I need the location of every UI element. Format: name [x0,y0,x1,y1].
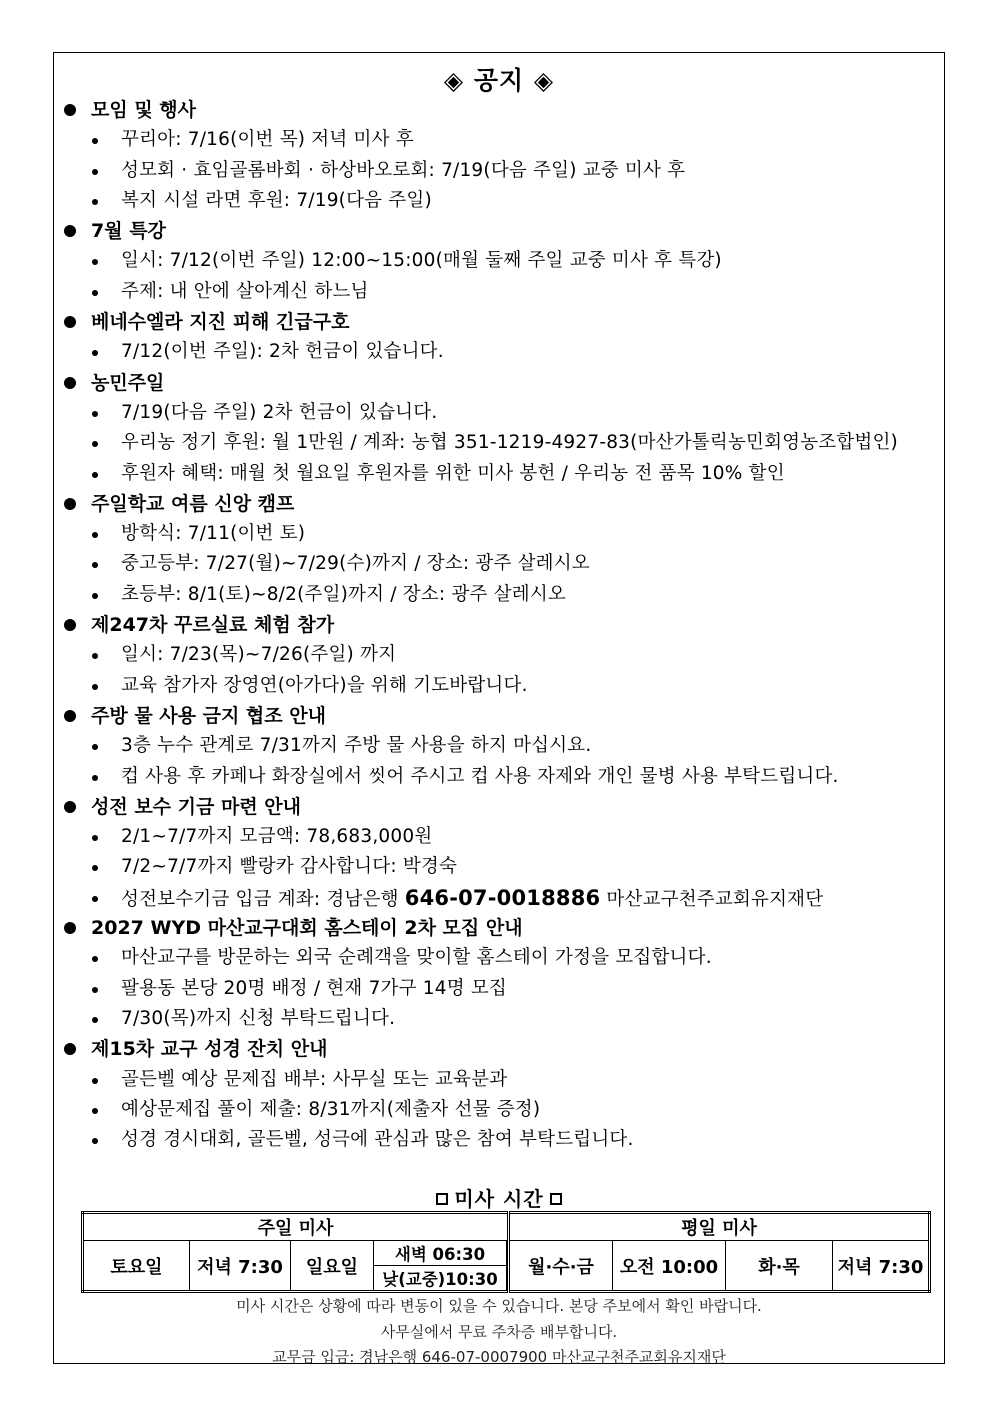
bullet-icon [92,350,98,356]
list-item-text: 꾸리아: 7/16(이번 목) 저녁 미사 후 [121,129,414,151]
list-item [64,428,939,458]
section-heading [64,792,939,822]
tue-thu-label: 화·목 [726,1241,833,1292]
list-item [64,186,939,216]
list-item [64,1125,939,1155]
bullet-icon [92,290,98,296]
sunday-time-noon: 낮(교중)10:30 [374,1266,507,1292]
list-item [64,398,939,428]
notice-section [64,1034,939,1155]
sunday-mass-header: 주일 미사 [83,1213,509,1241]
notice-section [64,610,939,701]
bullet-icon [92,1078,98,1084]
section-heading [64,95,939,125]
list-item [64,852,939,882]
bullet-icon [92,1138,98,1144]
bullet-icon [92,744,98,750]
notice-list [64,95,939,1155]
bullet-icon [92,1108,98,1114]
section-heading [64,1034,939,1064]
list-item-text: 성경 경시대회, 골든벨, 성극에 관심과 많은 참여 부탁드립니다. [121,1129,634,1151]
section-heading-text: 모임 및 행사 [91,99,196,121]
list-item [64,246,939,276]
list-item-text: 컵 사용 후 카페나 화장실에서 씻어 주시고 컵 사용 자제와 개인 물병 사용 부탁드립니다. [121,765,839,787]
filled-circle-bullet-icon [64,225,76,237]
list-item-text: 방학식: 7/11(이번 토) [121,523,306,545]
bullet-icon [92,199,98,205]
bullet-icon [92,684,98,690]
list-item-text: 7/12(이번 주일): 2차 헌금이 있습니다. [121,341,444,363]
list-item-text: 3층 누수 관계로 7/31까지 주방 물 사용을 하지 마십시요. [121,735,592,757]
list-item-text: 주제: 내 안에 살아계신 하느님 [121,280,369,302]
notice-section [64,95,939,216]
list-item [64,1095,939,1125]
list-item [64,580,939,610]
bullet-icon [92,138,98,144]
section-heading-text: 베네수엘라 지진 피해 긴급구호 [91,311,350,334]
section-heading-text: 농민주일 [91,371,165,394]
section-heading-text: 주방 물 사용 금지 협조 안내 [91,704,326,727]
list-item-text: 골든벨 예상 문제집 배부: 사무실 또는 교육분과 [121,1068,508,1090]
bullet-icon [92,835,98,841]
bullet-icon [92,532,98,538]
filled-circle-bullet-icon [64,498,76,510]
filled-circle-bullet-icon [64,104,76,116]
list-item [64,277,939,307]
notice-section [64,792,939,913]
bullet-icon [92,865,98,871]
list-item-account [64,883,939,913]
list-item-text: 마산교구를 방문하는 외국 순례객을 맞이할 홈스테이 가정을 모집합니다. [121,947,712,969]
bullet-icon [92,896,98,902]
bullet-icon [92,775,98,781]
notice-section [64,307,939,368]
bullet-icon [92,441,98,447]
section-heading [64,913,939,943]
list-item [64,519,939,549]
notice-frame [53,52,945,1364]
footer-note-2: 사무실에서 무료 주차증 배부합니다. [380,1323,618,1341]
section-heading-text: 주일학교 여름 신앙 캠프 [91,492,295,515]
list-item-text: 초등부: 8/1(토)~8/2(주일)까지 / 장소: 광주 살레시오 [121,583,566,605]
list-item [64,943,939,973]
notice-section [64,913,939,1034]
section-heading-text: 제15차 교구 성경 잔치 안내 [91,1038,328,1061]
section-heading [64,489,939,519]
section-heading [64,216,939,246]
mass-schedule-table [81,1211,931,1293]
account-prefix: 성전보수기금 입금 계좌: 경남은행 [121,888,405,910]
list-item-text: 일시: 7/12(이번 주일) 12:00~15:00(매월 둘째 주일 교중 미사 후 특강) [121,250,722,272]
filled-circle-bullet-icon [64,377,76,389]
filled-circle-bullet-icon [64,801,76,813]
filled-circle-bullet-icon [64,710,76,722]
list-item [64,1065,939,1095]
bullet-icon [92,1017,98,1023]
section-heading-text: 제247차 꾸르실료 체험 참가 [91,614,335,637]
list-item-text: 교육 참가자 장영연(아가다)을 위해 기도바랍니다. [121,674,528,696]
notice-section [64,489,939,610]
sunday-time-dawn: 새벽 06:30 [374,1241,507,1266]
mwf-label: 월·수·금 [509,1241,613,1292]
section-heading-text: 2027 WYD 마산교구대회 홈스테이 2차 모집 안내 [91,917,523,940]
list-item-text: 7/30(목)까지 신청 부탁드립니다. [121,1007,396,1029]
list-item-text: 중고등부: 7/27(월)~7/29(수)까지 / 장소: 광주 살레시오 [121,553,590,575]
filled-circle-bullet-icon [64,922,76,934]
list-item [64,156,939,186]
tue-thu-time: 저녁 7:30 [833,1241,930,1292]
notice-section [64,216,939,307]
list-item-text: 성모회 · 효임골롬바회 · 하상바오로회: 7/19(다음 주일) 교중 미사 후 [121,159,686,181]
footer-note-3: 교무금 입금: 경남은행 646-07-0007900 마산교구천주교회유지재단 [272,1348,726,1366]
list-item [64,671,939,701]
filled-circle-bullet-icon [64,619,76,631]
section-heading [64,307,939,337]
bullet-icon [92,593,98,599]
checkbox-icon [550,1193,562,1205]
list-item-text: 후원자 혜택: 매월 첫 월요일 후원자를 위한 미사 봉헌 / 우리농 전 품목 10% 할인 [121,462,785,484]
checkbox-icon [436,1193,448,1205]
bullet-icon [92,653,98,659]
filled-circle-bullet-icon [64,1043,76,1055]
saturday-label: 토요일 [83,1241,190,1292]
list-item [64,731,939,761]
list-item-text: 예상문제집 풀이 제출: 8/31까지(제출자 선물 증정) [121,1098,541,1120]
notice-title: ◈ 공지 ◈ [443,66,555,95]
footer-note-1: 미사 시간은 상황에 따라 변동이 있을 수 있습니다. 본당 주보에서 확인 바랍니다. [236,1297,762,1315]
list-item [64,459,939,489]
list-item [64,125,939,155]
bullet-icon [92,987,98,993]
mwf-time: 오전 10:00 [613,1241,726,1292]
list-item-text: 7/2~7/7까지 빨랑카 감사합니다: 박경숙 [121,856,458,878]
list-item-text: 우리농 정기 후원: 월 1만원 / 계좌: 농협 351-1219-4927-83(마산가톨릭농민회영농조합법인) [121,432,898,454]
mass-time-title [54,1183,944,1212]
section-heading [64,610,939,640]
bullet-icon [92,562,98,568]
notice-section [64,368,939,489]
section-heading [64,368,939,398]
bullet-icon [92,411,98,417]
saturday-time: 저녁 7:30 [190,1241,291,1292]
bullet-icon [92,259,98,265]
bullet-icon [92,169,98,175]
notice-section [64,701,939,792]
list-item [64,762,939,792]
list-item-text: 복지 시설 라면 후원: 7/19(다음 주일) [121,189,432,211]
section-heading-text: 성전 보수 기금 마련 안내 [91,795,301,818]
bullet-icon [92,472,98,478]
section-heading [64,701,939,731]
filled-circle-bullet-icon [64,316,76,328]
account-number: 646-07-0018886 [404,885,601,910]
account-holder: 마산교구천주교회유지재단 [600,888,824,910]
list-item [64,549,939,579]
list-item [64,822,939,852]
list-item-text: 일시: 7/23(목)~7/26(주일) 까지 [121,644,397,666]
list-item [64,337,939,367]
list-item [64,640,939,670]
weekday-mass-header: 평일 미사 [509,1213,930,1241]
list-item [64,1004,939,1034]
sunday-label: 일요일 [291,1241,374,1292]
bullet-icon [92,956,98,962]
section-heading-text: 7월 특강 [91,220,166,243]
list-item [64,974,939,1004]
list-item-text: 7/19(다음 주일) 2차 헌금이 있습니다. [121,401,438,423]
mass-time-title-text: 미사 시간 [454,1187,544,1211]
list-item-text: 팔용동 본당 20명 배정 / 현재 7가구 14명 모집 [121,977,507,999]
list-item-text: 2/1~7/7까지 모금액: 78,683,000원 [121,826,433,848]
